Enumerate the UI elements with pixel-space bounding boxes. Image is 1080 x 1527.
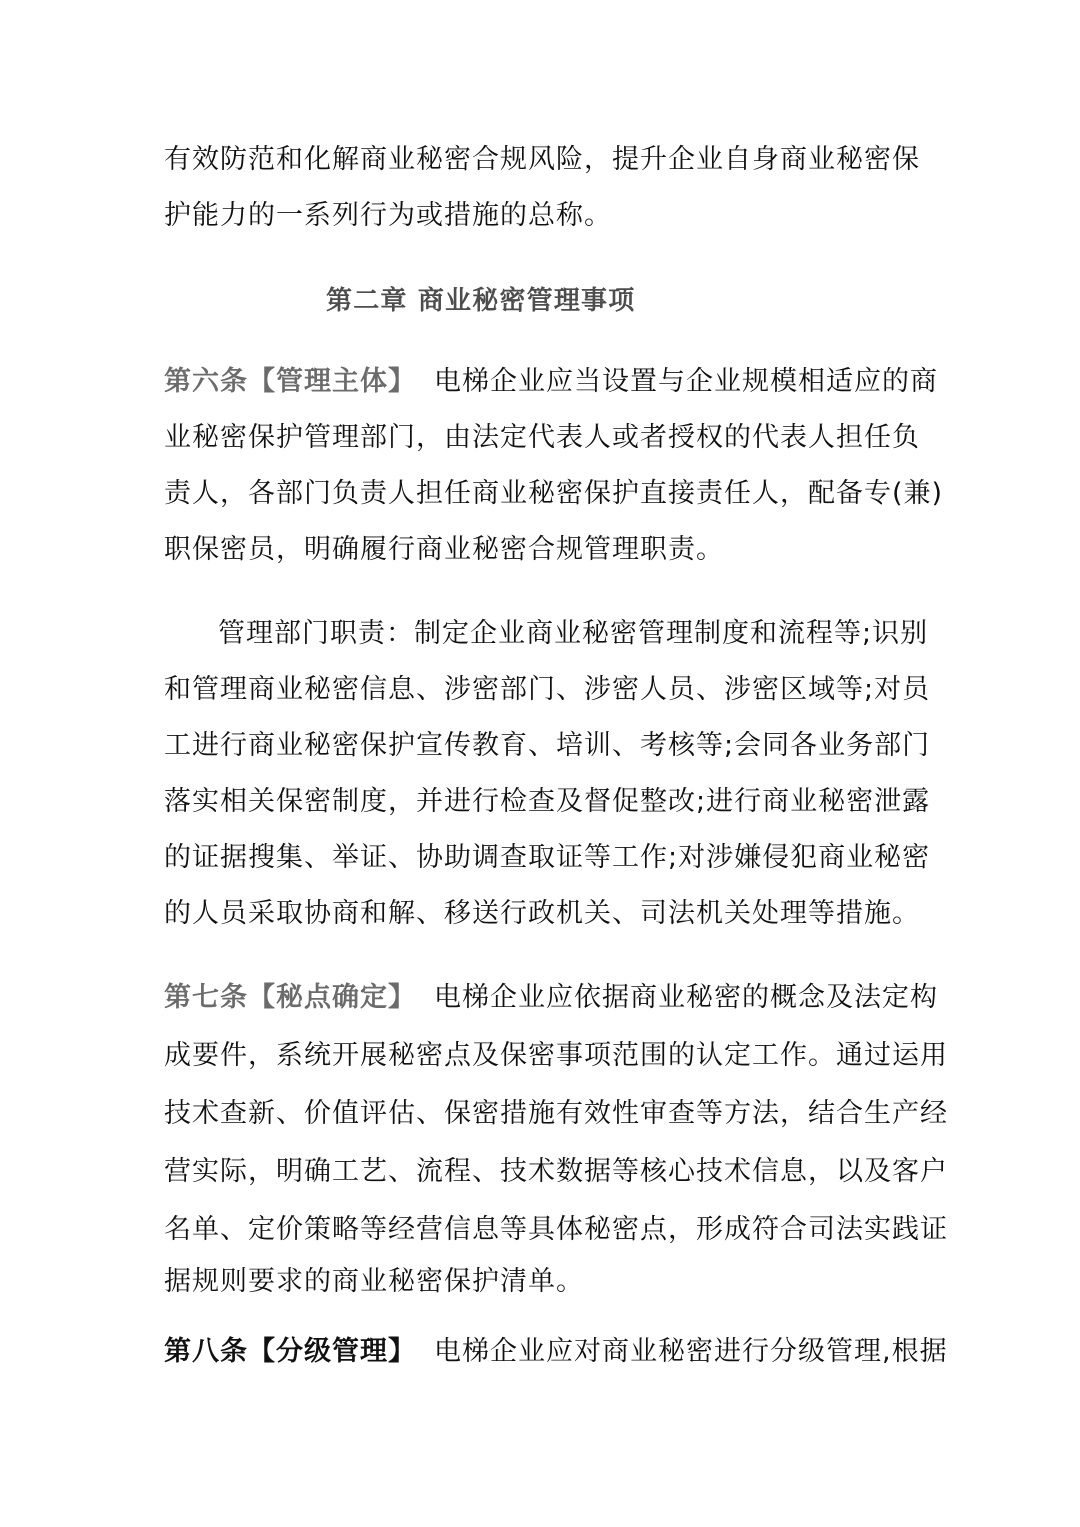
- article6-label: 第六条【管理主体】: [164, 366, 416, 397]
- article8-label: 第八条【分级管理】: [164, 1336, 416, 1367]
- article7-line-1: [164, 978, 938, 1018]
- article7-line-3: 技术查新、价值评估、保密措施有效性审查等方法，结合生产经: [164, 1098, 948, 1129]
- chapter-title: 第二章 商业秘密管理事项: [326, 286, 636, 316]
- intro-line-2: 护能力的一系列行为或措施的总称。: [164, 200, 612, 231]
- article7-label: 第七条【秘点确定】: [164, 982, 416, 1013]
- duties-line-6: 的人员采取协商和解、移送行政机关、司法机关处理等措施。: [164, 898, 920, 929]
- article6-line-3: 责人，各部门负责人担任商业秘密保护直接责任人，配备专(兼): [164, 478, 944, 509]
- article6-line-4: 职保密员，明确履行商业秘密合规管理职责。: [164, 534, 724, 565]
- intro-line-1: 有效防范和化解商业秘密合规风险，提升企业自身商业秘密保: [164, 144, 920, 175]
- duties-line-5: 的证据搜集、举证、协助调查取证等工作;对涉嫌侵犯商业秘密: [164, 842, 931, 873]
- article7-line-2: 成要件，系统开展秘密点及保密事项范围的认定工作。通过运用: [164, 1040, 948, 1071]
- article7-line-5: 名单、定价策略等经营信息等具体秘密点，形成符合司法实践证: [164, 1214, 948, 1245]
- duties-line-4: 落实相关保密制度，并进行检查及督促整改;进行商业秘密泄露: [164, 786, 931, 817]
- article7-line-4: 营实际，明确工艺、流程、技术数据等核心技术信息，以及客户: [164, 1156, 948, 1187]
- article6-line-2: 业秘密保护管理部门，由法定代表人或者授权的代表人担任负: [164, 422, 920, 453]
- article8-line-1: [164, 1332, 948, 1372]
- article8-text: 电梯企业应对商业秘密进行分级管理,根据: [434, 1336, 948, 1367]
- article6-line-1: [164, 362, 938, 402]
- article6-text: 电梯企业应当设置与企业规模相适应的商: [434, 366, 938, 397]
- duties-line-2: 和管理商业秘密信息、涉密部门、涉密人员、涉密区域等;对员: [164, 674, 931, 705]
- duties-line-1: 管理部门职责：制定企业商业秘密管理制度和流程等;识别: [218, 618, 929, 649]
- article7-text: 电梯企业应依据商业秘密的概念及法定构: [434, 982, 938, 1013]
- duties-line-3: 工进行商业秘密保护宣传教育、培训、考核等;会同各业务部门: [164, 730, 931, 761]
- article7-line-6: 据规则要求的商业秘密保护清单。: [164, 1266, 584, 1297]
